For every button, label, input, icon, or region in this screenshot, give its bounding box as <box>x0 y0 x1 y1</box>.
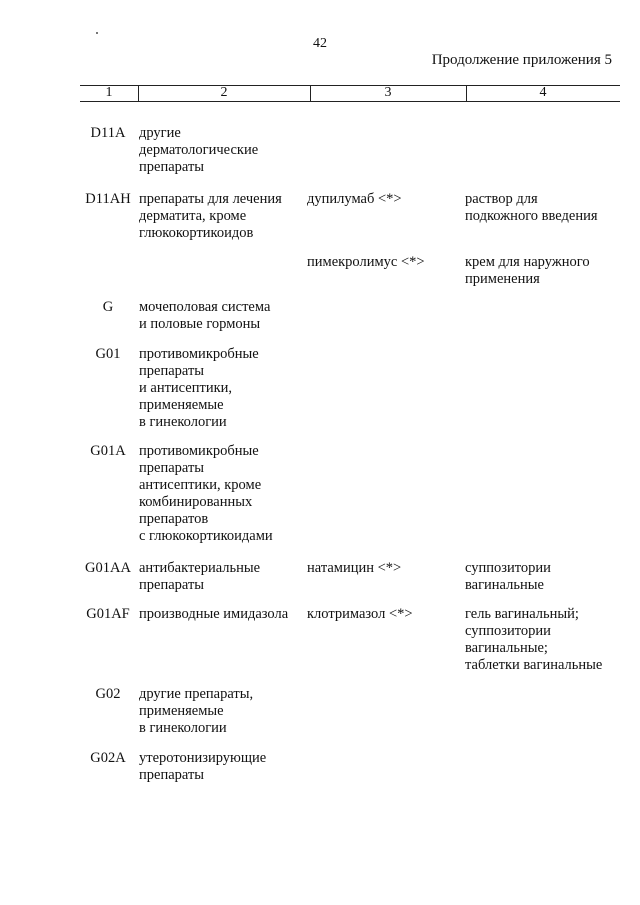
anatomical-group: другие дерматологические препараты <box>139 125 259 175</box>
dosage-form: раствор для подкожного введения <box>465 191 598 224</box>
anatomical-group: противомикробные препараты и антисептики, применяемые в гинекологии <box>139 346 259 430</box>
header-rule-bottom <box>80 101 620 102</box>
anatomical-group: утеротонизирующие препараты <box>139 750 267 783</box>
drug-name: клотримазол <*> <box>307 606 413 622</box>
drug-name: дупилумаб <*> <box>307 191 402 207</box>
column-header-1: 1 <box>105 85 113 100</box>
page-number: 42 <box>313 36 327 51</box>
scan-speck <box>96 32 98 34</box>
dosage-form: суппозитории вагинальные <box>465 560 551 593</box>
continuation-title: Продолжение приложения 5 <box>431 52 612 68</box>
anatomical-group: препараты для лечения дерматита, кроме глюкокортикоидов <box>139 191 282 241</box>
column-header-3: 3 <box>384 85 392 100</box>
dosage-form: крем для наружного применения <box>465 254 590 287</box>
drug-name: натамицин <*> <box>307 560 402 576</box>
anatomical-group: мочеполовая система и половые гормоны <box>139 299 271 332</box>
atc-code: G01AA <box>85 560 131 576</box>
atc-code: D11AH <box>85 191 131 207</box>
column-header-4: 4 <box>539 85 547 100</box>
column-header-2: 2 <box>220 85 228 100</box>
dosage-form: гель вагинальный; суппозитории вагинальные; таблетки вагинальные <box>465 606 603 673</box>
atc-code: G02A <box>90 750 126 766</box>
table-header-row <box>80 85 620 101</box>
anatomical-group: производные имидазола <box>139 606 289 622</box>
drug-name: пимекролимус <*> <box>307 254 425 270</box>
atc-code: G01AF <box>86 606 130 622</box>
atc-code: G01A <box>90 443 126 459</box>
anatomical-group: противомикробные препараты антисептики, кроме комбинированных препаратов с глюкокортикоидами <box>139 443 273 544</box>
atc-code: G <box>102 299 114 315</box>
anatomical-group: другие препараты, применяемые в гинекологии <box>139 686 254 736</box>
atc-code: G01 <box>95 346 121 362</box>
atc-code: G02 <box>95 686 121 702</box>
anatomical-group: антибактериальные препараты <box>139 560 261 593</box>
atc-code: D11A <box>90 125 126 141</box>
